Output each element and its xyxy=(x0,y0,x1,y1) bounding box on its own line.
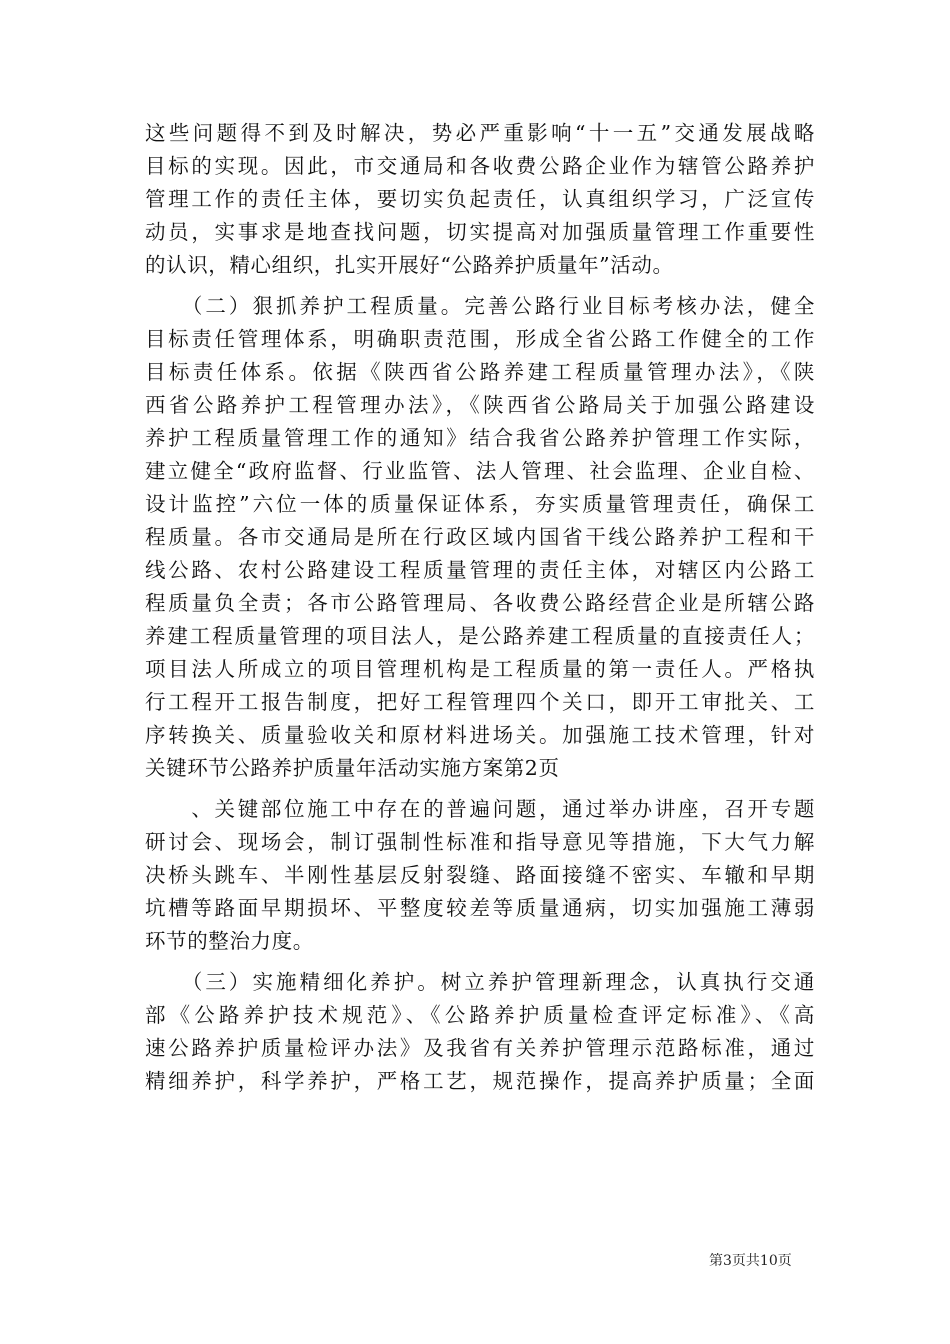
text-line: 设计监控”六位一体的质量保证体系，夯实质量管理责任，确保工 xyxy=(145,492,815,516)
text-line: 行工程开工报告制度，把好工程管理四个关口，即开工审批关、工 xyxy=(145,690,815,714)
document-body xyxy=(145,117,815,1098)
text-line: 决桥头跳车、半刚性基层反射裂缝、路面接缝不密实、车辙和早期 xyxy=(145,863,815,887)
text-line: 目标责任体系。依据《陕西省公路养建工程质量管理办法》，《陕 xyxy=(145,360,815,384)
paragraph-gap xyxy=(145,958,815,966)
text-line: 坑槽等路面早期损坏、平整度较差等质量通病，切实加强施工薄弱 xyxy=(145,896,815,920)
text-line: （二）狠抓养护工程质量。完善公路行业目标考核办法，健全 xyxy=(145,294,815,318)
text-line: 的认识，精心组织，扎实开展好“公路养护质量年”活动。 xyxy=(145,253,674,277)
text-line: 这些问题得不到及时解决，势必严重影响“十一五”交通发展战略 xyxy=(145,121,815,145)
text-line: （三）实施精细化养护。树立养护管理新理念，认真执行交通 xyxy=(145,970,815,994)
text-line: 项目法人所成立的项目管理机构是工程质量的第一责任人。严格执 xyxy=(145,657,815,681)
text-line: 研讨会、现场会，制订强制性标准和指导意见等措施，下大气力解 xyxy=(145,830,815,854)
text-line: 养建工程质量管理的项目法人，是公路养建工程质量的直接责任人； xyxy=(145,624,815,648)
text-line: 西省公路养护工程管理办法》，《陕西省公路局关于加强公路建设 xyxy=(145,393,815,417)
page-number-footer: 第3页共10页 xyxy=(709,1253,792,1269)
text-line: 关键环节公路养护质量年活动实施方案第2页 xyxy=(145,756,560,780)
text-line: 管理工作的责任主体，要切实负起责任，认真组织学习，广泛宣传 xyxy=(145,187,815,211)
paragraph-2 xyxy=(145,290,815,785)
paragraph-gap xyxy=(145,785,815,793)
text-line: 程质量负全责；各市公路管理局、各收费公路经营企业是所辖公路 xyxy=(145,591,815,615)
text-line: 、关键部位施工中存在的普遍问题，通过举办讲座，召开专题 xyxy=(145,797,815,821)
text-line: 目标责任管理体系，明确职责范围，形成全省公路工作健全的工作 xyxy=(145,327,815,351)
text-line: 动员，实事求是地查找问题，切实提高对加强质量管理工作重要性 xyxy=(145,220,815,244)
text-line: 序转换关、质量验收关和原材料进场关。加强施工技术管理，针对 xyxy=(145,723,815,747)
text-line: 建立健全“政府监督、行业监管、法人管理、社会监理、企业自检、 xyxy=(145,459,815,483)
text-line: 线公路、农村公路建设工程质量管理的责任主体，对辖区内公路工 xyxy=(145,558,815,582)
text-line: 养护工程质量管理工作的通知》结合我省公路养护管理工作实际， xyxy=(145,426,815,450)
text-line: 部《公路养护技术规范》、《公路养护质量检查评定标准》、《高 xyxy=(145,1003,815,1027)
text-line: 环节的整治力度。 xyxy=(145,929,314,953)
paragraph-gap xyxy=(145,282,815,290)
paragraph-3 xyxy=(145,793,815,958)
paragraph-4 xyxy=(145,966,815,1098)
text-line: 程质量。各市交通局是所在行政区域内国省干线公路养护工程和干 xyxy=(145,525,815,549)
paragraph-1 xyxy=(145,117,815,282)
text-line: 速公路养护质量检评办法》及我省有关养护管理示范路标准，通过 xyxy=(145,1036,815,1060)
text-line: 目标的实现。因此，市交通局和各收费公路企业作为辖管公路养护 xyxy=(145,154,815,178)
text-line: 精细养护，科学养护，严格工艺，规范操作，提高养护质量；全面 xyxy=(145,1069,815,1093)
